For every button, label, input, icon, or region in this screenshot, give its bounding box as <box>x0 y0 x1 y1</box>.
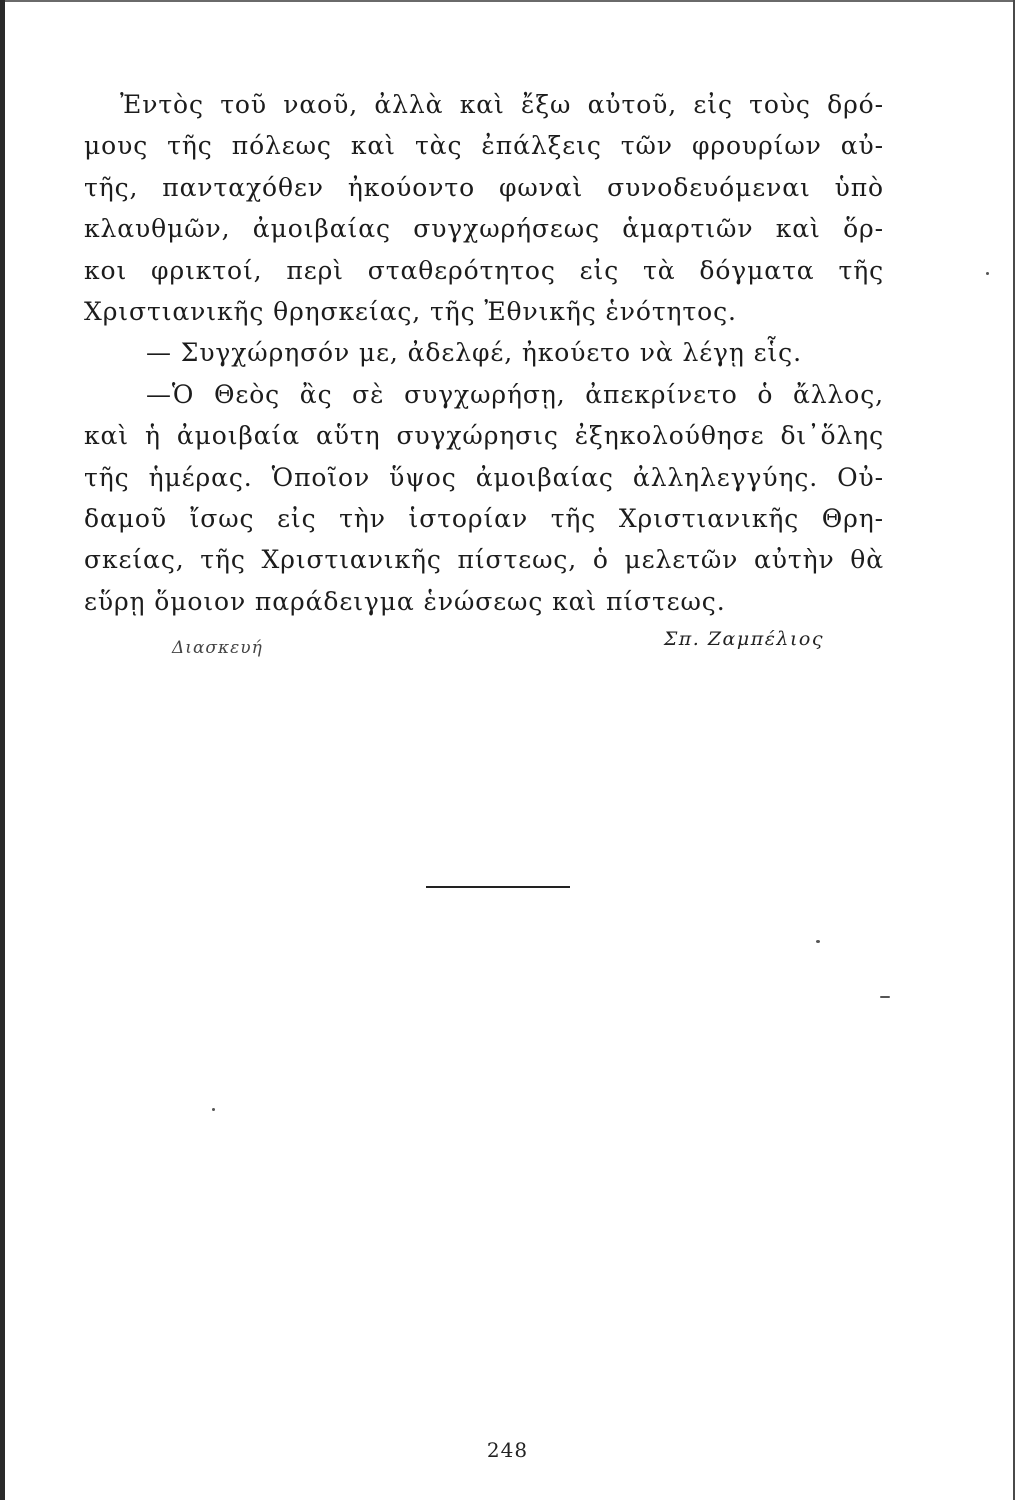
text-line: τῆς, πανταχόθεν ἠκούοντο φωναὶ συνοδευόμεναι ὑπὸ <box>84 172 884 202</box>
text-line: μους τῆς πόλεως καὶ τὰς ἐπάλξεις τῶν φρουρίων αὐ- <box>84 131 884 161</box>
text-line: Χριστιανικῆς θρησκείας, τῆς Ἐθνικῆς ἑνότητος. <box>84 296 737 326</box>
scan-speck <box>212 1108 215 1111</box>
page-edge-top <box>0 0 1015 2</box>
text-line: εὕρῃ ὅμοιον παράδειγμα ἑνώσεως καὶ πίστεως. <box>84 586 726 616</box>
scan-speck <box>880 996 890 998</box>
page-number: 248 <box>486 1438 529 1462</box>
text-line: κοι φρικτοί, περὶ σταθερότητος εἰς τὰ δόγματα τῆς <box>84 255 884 285</box>
text-line: — Συγχώρησόν με, ἀδελφέ, ἠκούετο νὰ λέγῃ εἷς. <box>146 338 802 368</box>
author-name: Σπ. Ζαμπέλιος <box>663 628 824 650</box>
body-text <box>84 84 884 622</box>
text-line: —Ὁ Θεὸς ἂς σὲ συγχωρήσῃ, ἀπεκρίνετο ὁ ἄλλος, <box>146 379 884 409</box>
text-line: καὶ ἡ ἀμοιβαία αὕτη συγχώρησις ἐξηκολούθησε δι᾿ὅλης <box>84 421 884 451</box>
text-line: Ἐντὸς τοῦ ναοῦ, ἀλλὰ καὶ ἔξω αὐτοῦ, εἰς τοὺς δρό- <box>120 90 884 119</box>
text-line: σκείας, τῆς Χριστιανικῆς πίστεως, ὁ μελετῶν αὐτὴν θὰ <box>84 545 884 575</box>
source-label: Διασκευή <box>172 638 263 658</box>
text-line: κλαυθμῶν, ἀμοιβαίας συγχωρήσεως ἁμαρτιῶν καὶ ὅρ- <box>84 214 884 244</box>
scan-speck <box>816 940 820 943</box>
text-line: τῆς ἡμέρας. Ὁποῖον ὕψος ἀμοιβαίας ἀλληλεγγύης. Οὐ- <box>84 462 884 492</box>
page-edge-left <box>0 0 5 1500</box>
scan-speck <box>986 272 989 275</box>
signature-row <box>84 628 884 672</box>
separator-rule <box>426 886 570 888</box>
text-line: δαμοῦ ἴσως εἰς τὴν ἱστορίαν τῆς Χριστιανικῆς Θρη- <box>84 503 884 533</box>
